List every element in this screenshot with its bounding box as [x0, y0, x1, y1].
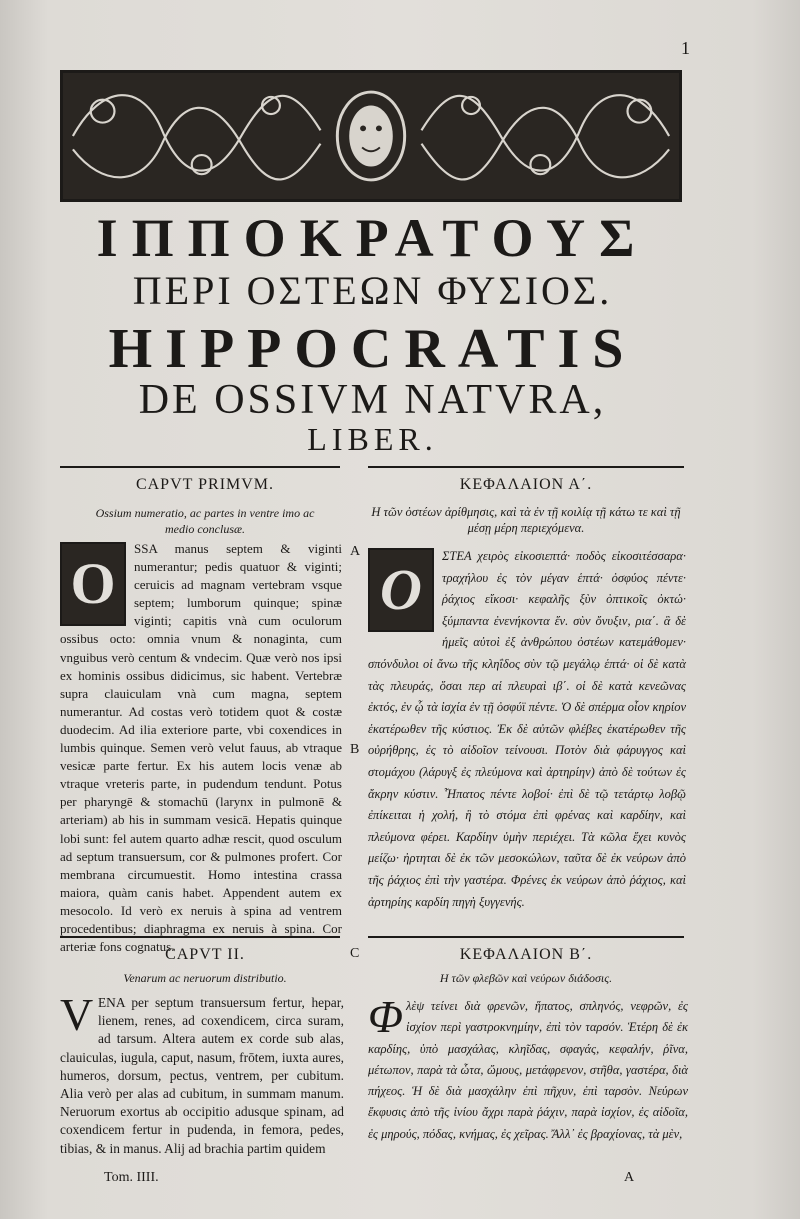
right-heading-kephalaion-a: ΚΕΦΑΛΑΙΟΝ Α΄. [459, 476, 593, 493]
rule-left-mid [60, 936, 340, 938]
title-latin-liber: LIBER. [307, 421, 438, 457]
decorated-initial-o: O [60, 542, 126, 626]
margin-letter-b: B [350, 742, 360, 757]
right-body-1-text: ΣΤΕΑ χειρὸς εἰκοσιεπτά· ποδὸς εἰκοσιτέσσαρα· τραχήλου ἐς τὸν μέγαν ἑπτά· ὀσφύος πέντε· ῥάχιος εἴκοσι· κεφαλῆς ξὺν ὀπτικοῖς ὀκτώ· ξύμπαντα ἐνενήκοντα ἕν. σὺν ὄνυξιν, ρια΄. ἃ δὲ ἡμεῖς αὐτοὶ ἐξ ἀνθρώπου ὀστέων κατεμάθομεν· σπόνδυλοι οἱ ἄνω τῆς κληΐδος σὺν τῷ μεγάλῳ ἑπτά· οἱ δὲ κατὰ τὰς πλευράς, ὅσαι περ αἱ πλευραὶ ιβ΄. οἱ δὲ κατὰ κενεῶνας ἐκτός, ἐν ᾧ τὰ ἰσχία ἐν τῇ ὀσφύϊ πέντε. Ὁ δὲ σπέρμα οἷον κηρίον ἑκατέρωθεν τῆς κύστιος. Ἐκ δὲ αὐτῶν φλέβες ἑκατέρωθεν τῆς οὐρήθρης, ἐς τὸ αἰδοῖον τείνουσι. Ποτὸν διὰ φάρυγγος καὶ στομάχου (λάρυγξ ἐς πλεύμονα καὶ ἀρτηρίην) ἀπὸ δὲ τούτων ἐς ἄκρην κύστιν. Ἧπατος πέντε λοβοί· ἐπὶ δὲ τῷ τετάρτῳ λοβῷ ἐπίκειται ἡ χολή, ἣ τὸ στόμα ἐπὶ φρένας καὶ καρδίην, καὶ πλεύμονα φέρει. Καρδίην ὑμὴν περιέχει. Τὰ κῶλα ἔχει κυνὸς μείζω· ἠρτηται δὲ ἐκ τῶν μεσοκώλων, ταῦτα δὲ ἐκ νεύρων ἀπὸ τῆς ῥάχιος ἐπὶ τὴν γαστέρα. Φρένες ἐκ νεύρων ἀπὸ ῥάχιος, καὶ ἀρτηρίης καρδίη πηγὴ ξυγγενής. [368, 549, 686, 909]
right-body-1 [368, 546, 686, 936]
initial-v: V [60, 989, 94, 1040]
title-greek-author: ΙΠΠΟΚΡΑΤΟΥΣ [96, 208, 649, 268]
left-heading-caput-ii: CAPVT II. [165, 946, 245, 963]
right-body-2 [368, 991, 688, 1168]
rule-right-top [368, 466, 684, 468]
title-latin-work: DE OSSIVM NATVRA, [138, 377, 607, 423]
rule-left-top [60, 466, 340, 468]
title-latin-author: HIPPOCRATIS [108, 318, 637, 380]
left-heading-caput-primum: CAPVT PRIMVM. [135, 476, 275, 493]
catchword-a: A [624, 1170, 635, 1185]
left-body-2 [60, 989, 344, 1166]
right-heading-kephalaion-b: ΚΕΦΑΛΑΙΟΝ Β΄. [459, 946, 593, 963]
title-greek-work: ΠΕΡΙ ΟΣΤΕΩΝ ΦΥΣΙΟΣ. [132, 268, 613, 313]
left-body-2-text: ENA per septum transuersum fertur, hepar, lienem, renes, ad coxendicem, circa suram, ad tarsum. Altera autem ex corde sub alas, clauiculas, iugula, caput, nasum, frōtem, iuxta aures, humeros, dorsum, pectus, ventrem, per cubitum. Alia verò per alas ad cubitum, in summam manum. Neruorum exortus ab occipitio adusque spinam, ad coxendicem fertur in pudenda, in femora, pedes, tibias, & in manus. Alij ad brachia partim quidem [60, 995, 344, 1156]
margin-letter-a: A [350, 544, 361, 559]
right-body-2-text: λὲψ τείνει διὰ φρενῶν, ἥπατος, σπληνός, νεφρῶν, ἐς ἰσχίον περὶ γαστροκνημίην, ἐπὶ τὸν ταρσόν. Ἑτέρη δὲ ἐκ καρδίης, ὑπὸ μασχάλας, κληῖδας, σφαγάς, κεφαλήν, ῥῖνα, μέτωπον, παρὰ τὰ ὦτα, ὤμους, μετάφρενον, στῆθα, γαστέρα, διὰ πήχεος. Ἡ δὲ διὰ μασχάλην ἐπὶ πῆχυν, ἐπὶ ταρσὸν. Νεύρων ἔκφυσις ἀπὸ τῆς ἰνίου ἄχρι παρὰ ῥάχιν, παρὰ ἰσχίον, ἐς αἰδοῖα, ἐς μηρούς, πόδας, κνήμας, ἐς χεῖρας. Ἄλλ᾽ ἐς βραχίονας, τὰ μὲν, [368, 999, 688, 1141]
left-body-1-text: SSA manus septem & viginti numerantur; pedis quatuor & viginti; ceruicis ad magnam vertebram vsque septem; lumborum quinque; spinæ viginti; capitis vnà cum oculorum ossibus octo: omnia vnum & nonaginta, cum vnguibus verò centum & vndecim. Quæ verò nos ipsi ex hominis ossibus didicimus, sic habent. Vertebræ supra clauiculam vnà cum magna, septem numerantur. Ad costas verò totidem quot & costæ duodecim. Ad ilia exteriore parte, vbi coxendices in lumbis quinque. Semen verò velut fauus, ab vtraque vesicæ parte fertur. Ex his autem locis venæ ab vtraque vreteris parte, in pudendum tendunt. Potus per pharyngē & stomachū (larynx in pulmonē & arteriam) ab his in summam vesicā. Hepatis quinque lobi sunt: fel autem quarto adhæ rescit, quod osculum ad septum transuersum, cor & pulmones profert. Cor membrana circumuestit. Homo intestina crassa maiora, quàm canis habet. Appendent autem ex mesocolo. Id verò ex neruis à spina ad ventrem procedentibus; diaphragma ex neruis à spina. Cor arteriæ fons cognatus. [60, 541, 342, 955]
catchword-tom: Tom. IIII. [104, 1170, 159, 1185]
rule-right-mid [368, 936, 684, 938]
page-number: 1 [681, 38, 690, 58]
decorated-initial-omicron: Ο [368, 548, 434, 632]
initial-phi: Φ [368, 991, 404, 1042]
left-subtitle-1: Ossium numeratio, ac partes in ventre imo ac medio conclusæ. [95, 506, 315, 536]
right-subtitle-1: Η τῶν ὀστέων ἀρίθμησις, καὶ τὰ ἐν τῇ κοιλίᾳ τῇ κάτω τε καὶ τῇ μέσῃ μέρη περιεχόμενα. [371, 505, 681, 535]
left-subtitle-2: Venarum ac neruorum distributio. [123, 971, 287, 985]
right-subtitle-2: Η τῶν φλεβῶν καὶ νεύρων διάδοσις. [439, 971, 613, 985]
headpiece-ornament [60, 70, 682, 202]
margin-letter-c: C [350, 946, 360, 961]
